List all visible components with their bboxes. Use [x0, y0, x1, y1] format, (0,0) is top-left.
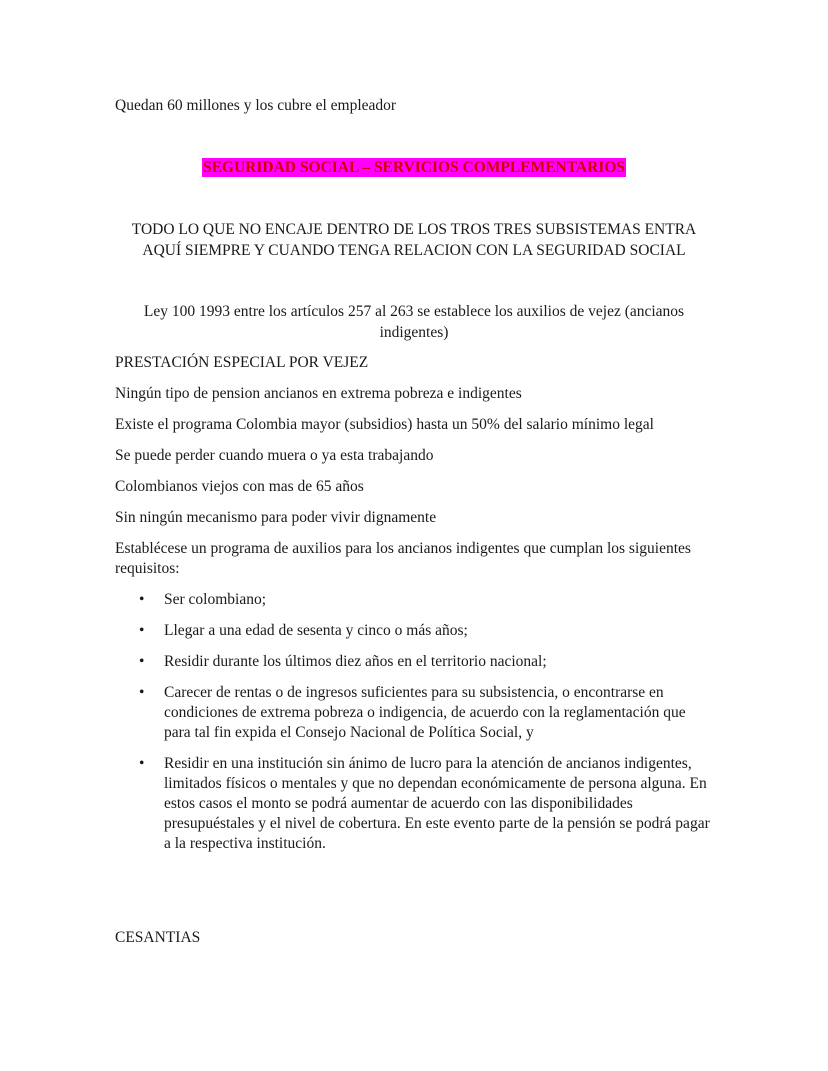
- requirement-item: [115, 621, 715, 641]
- scope-note-line-1: TODO LO QUE NO ENCAJE DENTRO DE LOS TROS TRES SUBSISTEMAS ENTRA: [131, 221, 697, 238]
- requirement-item: [115, 590, 715, 610]
- requirement-text: Llegar a una edad de sesenta y cinco o más años;: [164, 622, 468, 639]
- requirement-item: [115, 652, 715, 672]
- requirement-text: Carecer de rentas o de ingresos suficientes para su subsistencia, o encontrarse en condiciones de extrema pobreza o indigencia, de acuerdo con la reglamentación que para tal fin expida el Consejo Nacional de Política Social, y: [164, 684, 686, 741]
- requirement-text: Residir en una institución sin ánimo de lucro para la atención de ancianos indigentes, limitados físicos o mentales y que no dependan económicamente de persona alguna. En estos casos el monto se podrá aumentar de acuerdo con las disponibilidades presupuéstales y el nivel de cobertura. En este evento parte de la pensión se podrá pagar a la respectiva institución.: [164, 755, 710, 852]
- subheading: PRESTACIÓN ESPECIAL POR VEJEZ: [115, 354, 369, 371]
- bullet-icon: •: [139, 622, 145, 639]
- section-heading: SEGURIDAD SOCIAL – SERVICIOS COMPLEMENTARIOS: [202, 159, 626, 176]
- law-reference-line-1: Ley 100 1993 entre los artículos 257 al 263 se establece los auxilios de vejez (ancianos: [143, 303, 685, 320]
- closing-heading: CESANTIAS: [115, 929, 201, 946]
- bullet-icon: •: [139, 591, 145, 608]
- bullet-icon: •: [139, 755, 145, 772]
- requirement-item: [115, 754, 715, 854]
- requirements-list: [115, 590, 715, 865]
- section-heading-wrap: [112, 157, 716, 178]
- law-reference-line-2: indigentes): [379, 324, 449, 341]
- scope-note-line-2: AQUÍ SIEMPRE Y CUANDO TENGA RELACION CON LA SEGURIDAD SOCIAL: [142, 242, 686, 259]
- requirement-text: Residir durante los últimos diez años en el territorio nacional;: [164, 653, 547, 670]
- bullet-icon: •: [139, 653, 145, 670]
- requirements-intro: Establécese un programa de auxilios para los ancianos indigentes que cumplan los siguientes requisitos:: [115, 540, 691, 577]
- note-line: Sin ningún mecanismo para poder vivir dignamente: [115, 509, 437, 526]
- requirement-text: Ser colombiano;: [164, 591, 267, 608]
- note-line: Existe el programa Colombia mayor (subsidios) hasta un 50% del salario mínimo legal: [115, 416, 654, 433]
- note-line: Ningún tipo de pension ancianos en extrema pobreza e indigentes: [115, 385, 522, 402]
- note-line: Colombianos viejos con mas de 65 años: [115, 478, 364, 495]
- requirement-item: [115, 683, 715, 743]
- scope-note: [112, 219, 716, 261]
- intro-line: Quedan 60 millones y los cubre el empleador: [115, 97, 397, 114]
- law-reference: [112, 301, 716, 343]
- note-line: Se puede perder cuando muera o ya esta trabajando: [115, 447, 434, 464]
- bullet-icon: •: [139, 684, 145, 701]
